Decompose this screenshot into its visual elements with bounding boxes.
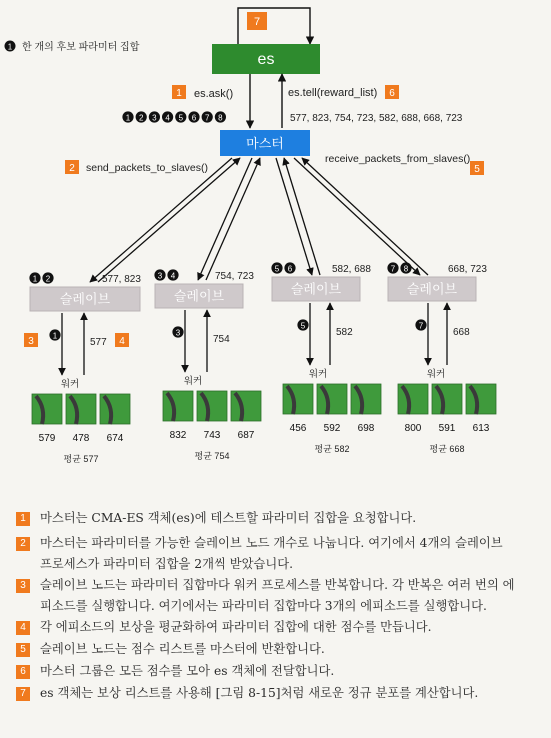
slave-param-marker-number: 1: [32, 274, 38, 284]
worker-reward: 754: [213, 334, 230, 345]
ask-call-label: es.ask(): [194, 88, 234, 100]
step-text: 각 에피소드의 보상을 평균화하여 파라미터 집합에 대한 점수를 만듭니다.: [40, 620, 432, 634]
slave-param-marker-number: 8: [403, 264, 409, 274]
episode-reward: 674: [106, 433, 124, 444]
step-text: es 객체는 보상 리스트를 사용해 [그림 8-15]처럼 새로운 정규 분포를 계산합니다.: [40, 686, 479, 700]
candidate-marker-number: 5: [178, 113, 184, 123]
step-badge: 3: [16, 579, 30, 593]
step-badge: 6: [16, 665, 30, 679]
step-text: 마스터는 CMA-ES 객체(es)에 테스트할 파라미터 집합을 요청합니다.: [40, 511, 417, 525]
step-badge: 5: [16, 643, 30, 657]
worker-reward: 668: [453, 327, 470, 338]
average-reward: 평균 582: [314, 444, 350, 454]
average-reward: 평균 668: [429, 444, 465, 454]
average-reward: 평균 754: [194, 451, 230, 461]
worker-param-marker-number: 1: [52, 331, 58, 341]
step-7-description: [16, 683, 536, 704]
slave-rewards: 668, 723: [448, 264, 487, 275]
worker-label: 워커: [308, 369, 328, 380]
slave-group-2: [154, 269, 261, 461]
step-badge: 2: [16, 537, 30, 551]
master-slave-arrows: [90, 158, 428, 282]
candidate-marker-number: 6: [191, 113, 197, 123]
step-badge: 1: [16, 512, 30, 526]
es-node-label: es: [257, 51, 275, 68]
step-2-badge-number: 2: [69, 163, 75, 174]
worker-label: 워커: [60, 379, 80, 390]
slave-rewards: 577, 823: [102, 274, 141, 285]
step-2-description: [16, 533, 536, 575]
step-3-description: [16, 575, 536, 617]
tell-call-label: es.tell(reward_list): [288, 87, 378, 99]
episode-reward: 456: [289, 423, 307, 434]
episode-reward: 579: [38, 433, 56, 444]
worker-reward: 582: [336, 327, 353, 338]
step-text: 슬레이브 노드는 점수 리스트를 마스터에 반환합니다.: [40, 642, 325, 656]
step-7-badge-number: 7: [253, 16, 261, 28]
step-4-badge-number: 4: [119, 336, 125, 347]
episode-reward: 592: [323, 423, 341, 434]
slave-node-label: 슬레이브: [290, 281, 342, 297]
worker-label: 워커: [183, 376, 203, 387]
step-text: 슬레이브 노드는 파라미터 집합마다 워커 프로세스를 반복합니다. 각 반복은 여러 번의 에: [40, 578, 515, 592]
slave-node-label: 슬레이브: [173, 288, 225, 304]
reward-list: 577, 823, 754, 723, 582, 688, 668, 723: [290, 113, 463, 124]
slave-node-label: 슬레이브: [406, 281, 458, 297]
step-6-description: [16, 661, 536, 682]
slave-node-label: 슬레이브: [59, 291, 111, 307]
episode-reward: 687: [237, 430, 255, 441]
step-text-continued: 프로세스가 파라미터 집합을 2개씩 받았습니다.: [40, 557, 294, 571]
receive-call-label: receive_packets_from_slaves(): [325, 153, 471, 165]
step-4-description: [16, 617, 536, 638]
candidate-marker-number: 3: [152, 113, 157, 123]
episode-reward: 613: [472, 423, 490, 434]
step-5-badge-number: 5: [474, 164, 480, 175]
slave-rewards: 582, 688: [332, 264, 371, 275]
step-badge: 7: [16, 687, 30, 701]
step-text: 마스터는 파라미터를 가능한 슬레이브 노드 개수로 나눕니다. 여기에서 4개의 슬레이브: [40, 536, 503, 550]
average-reward: 평균 577: [63, 454, 99, 464]
candidate-markers: [122, 111, 226, 122]
step-text: 마스터 그룹은 모든 점수를 모아 es 객체에 전달합니다.: [40, 664, 335, 678]
step-badge: 4: [16, 621, 30, 635]
slave-param-marker-number: 3: [157, 271, 163, 281]
candidate-marker-number: 8: [218, 113, 223, 123]
step-1-badge-number: 1: [176, 88, 182, 99]
worker-param-marker-number: 5: [300, 321, 306, 331]
step-6-badge-number: 6: [389, 88, 395, 99]
episode-reward: 478: [72, 433, 90, 444]
candidate-marker-number: 1: [125, 113, 131, 123]
step-5-description: [16, 639, 536, 660]
slave-group-4: [387, 262, 496, 454]
slave-group-1: [29, 272, 141, 464]
slave-param-marker-number: 2: [45, 274, 51, 284]
episode-reward: 800: [404, 423, 422, 434]
slave-rewards: 754, 723: [215, 271, 254, 282]
slave-groups: [29, 262, 496, 464]
slave-param-marker-number: 7: [390, 264, 396, 274]
episode-reward: 743: [203, 430, 221, 441]
slave-param-marker-number: 6: [287, 264, 293, 274]
worker-param-marker-number: 7: [418, 321, 424, 331]
step-3-badge-number: 3: [28, 336, 34, 347]
send-call-label: send_packets_to_slaves(): [86, 162, 208, 174]
slave-group-3: [271, 262, 381, 454]
candidate-marker-number: 4: [165, 113, 170, 123]
candidate-marker-number: 7: [204, 113, 210, 123]
master-node-label: 마스터: [246, 136, 284, 151]
step-text-continued: 피소드를 실행합니다. 여기에서는 파라미터 집합마다 3개의 에피소드를 실행합니다.: [40, 599, 487, 613]
legend-text: 한 개의 후보 파라미터 집합: [22, 42, 140, 53]
worker-label: 워커: [426, 369, 446, 380]
episode-reward: 832: [169, 430, 187, 441]
worker-reward: 577: [90, 337, 107, 348]
slave-param-marker-number: 5: [274, 264, 280, 274]
candidate-marker-number: 2: [138, 113, 144, 123]
episode-reward: 591: [438, 423, 456, 434]
legend-marker-number: 1: [7, 42, 13, 52]
step-1-description: [16, 508, 536, 529]
episode-reward: 698: [357, 423, 375, 434]
slave-param-marker-number: 4: [170, 271, 176, 281]
worker-param-marker-number: 3: [175, 328, 181, 338]
